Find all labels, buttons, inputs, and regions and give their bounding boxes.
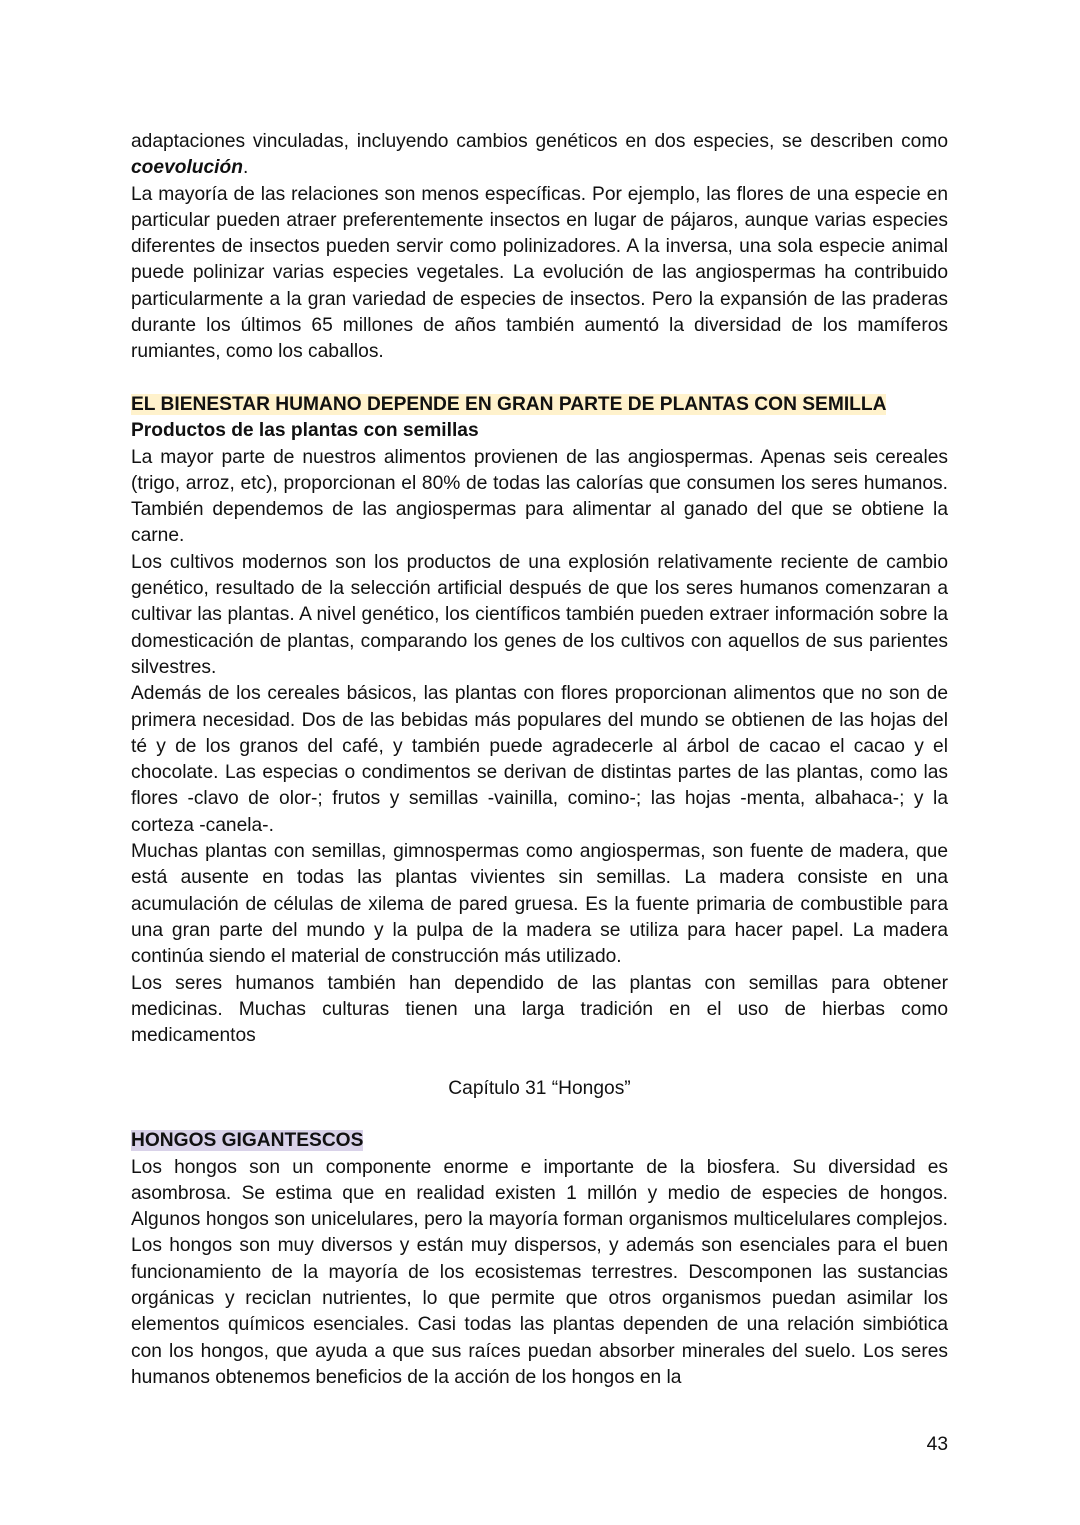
section1-paragraph: La mayor parte de nuestros alimentos provienen de las angiospermas. Apenas seis cereales (trigo, arroz, etc), proporcionan el 80% de todas las calorías que consumen los seres humanos. También dependemos de las angiospermas para alimentar al ganado del que se obtiene la carne. — [131, 446, 948, 547]
chapter-title: Capítulo 31 “Hongos” — [448, 1077, 631, 1099]
section1-paragraph: Muchas plantas con semillas, gimnospermas como angiospermas, son fuente de madera, que está ausente en todas las plantas vivientes sin semillas. La madera consiste en una acumulación de células de xilema de pared gruesa. Es la fuente primaria de combustible para una gran parte del mundo y la pulpa de la madera se utiliza para hacer papel. La madera continúa siendo el material de construcción más utilizado. — [131, 841, 948, 968]
section1-paragraph: Los cultivos modernos son los productos de una explosión relativamente reciente de cambio genético, resultado de la selección artificial después de que los seres humanos comenzaran a cultivar las plantas. A nivel genético, los científicos también pueden extraer información sobre la domesticación de plantas, comparando los genes de los cultivos con aquellos de sus parientes silvestres. — [131, 551, 948, 678]
section1-paragraph: Además de los cereales básicos, las plantas con flores proporcionan alimentos que no son de primera necesidad. Dos de las bebidas más populares del mundo se obtienen de las hojas del té y de los granos del café, y también puede agradecerle al árbol de cacao el cacao y el chocolate. Las especias o condimentos se derivan de distintas partes de las plantas, como las flores -clavo de olor-; frutos y semillas -vainilla, comino-; las hojas -menta, albahaca-; y la corteza -canela-. — [131, 683, 948, 836]
section-heading-bienestar — [131, 392, 948, 418]
section-heading-bienestar-text: EL BIENESTAR HUMANO DEPENDE EN GRAN PARTE DE PLANTAS CON SEMILLA — [131, 393, 887, 415]
term-coevolucion: coevolución — [131, 157, 243, 179]
subheading-productos: Productos de las plantas con semillas — [131, 420, 479, 442]
section2-paragraph: Los hongos son un componente enorme e importante de la biosfera. Su diversidad es asombrosa. Se estima que en realidad existen 1 millón y medio de especies de hongos. Algunos hongos son unicelulares, pero la mayoría forman organismos multicelulares complejos. Los hongos son muy diversos y están muy dispersos, y además son esenciales para el buen funcionamiento de la mayoría de los ecosistemas terrestres. Descomponen las sustancias orgánicas y reciclan nutrientes, lo que permite que otros organismos puedan asimilar los elementos químicos esenciales. Casi todas las plantas dependen de una relación simbiótica con los hongos, que ayuda a que sus raíces puedan absorber minerales del suelo. Los seres humanos obtenemos beneficios de la acción de los hongos en la — [131, 1156, 948, 1388]
section-heading-hongos — [131, 1128, 948, 1154]
section-heading-hongos-text: HONGOS GIGANTESCOS — [131, 1130, 364, 1152]
section1-paragraph: Los seres humanos también han dependido de las plantas con semillas para obtener medicinas. Muchas culturas tienen una larga tradición en el uso de hierbas como medicamentos — [131, 972, 948, 1047]
intro-paragraph-1-start: adaptaciones vinculadas, incluyendo cambios genéticos en dos especies, se describen como — [131, 131, 948, 152]
intro-paragraph-1 — [131, 129, 948, 182]
intro-paragraph-1-end: . — [242, 157, 249, 179]
intro-paragraph-2: La mayoría de las relaciones son menos específicas. Por ejemplo, las flores de una especie en particular pueden atraer preferentemente insectos en lugar de pájaros, aunque varias especies diferentes de insectos pueden servir como polinizadores. A la inversa, una sola especie animal puede polinizar varias especies vegetales. La evolución de las angiospermas ha contribuido particularmente a la gran variedad de especies de insectos. Pero la expansión de las praderas durante los últimos 65 millones de años también aumentó la diversidad de los mamíferos rumiantes, como los caballos. — [131, 183, 948, 363]
page-body — [131, 129, 948, 1391]
page-number: 43 — [926, 1434, 948, 1455]
